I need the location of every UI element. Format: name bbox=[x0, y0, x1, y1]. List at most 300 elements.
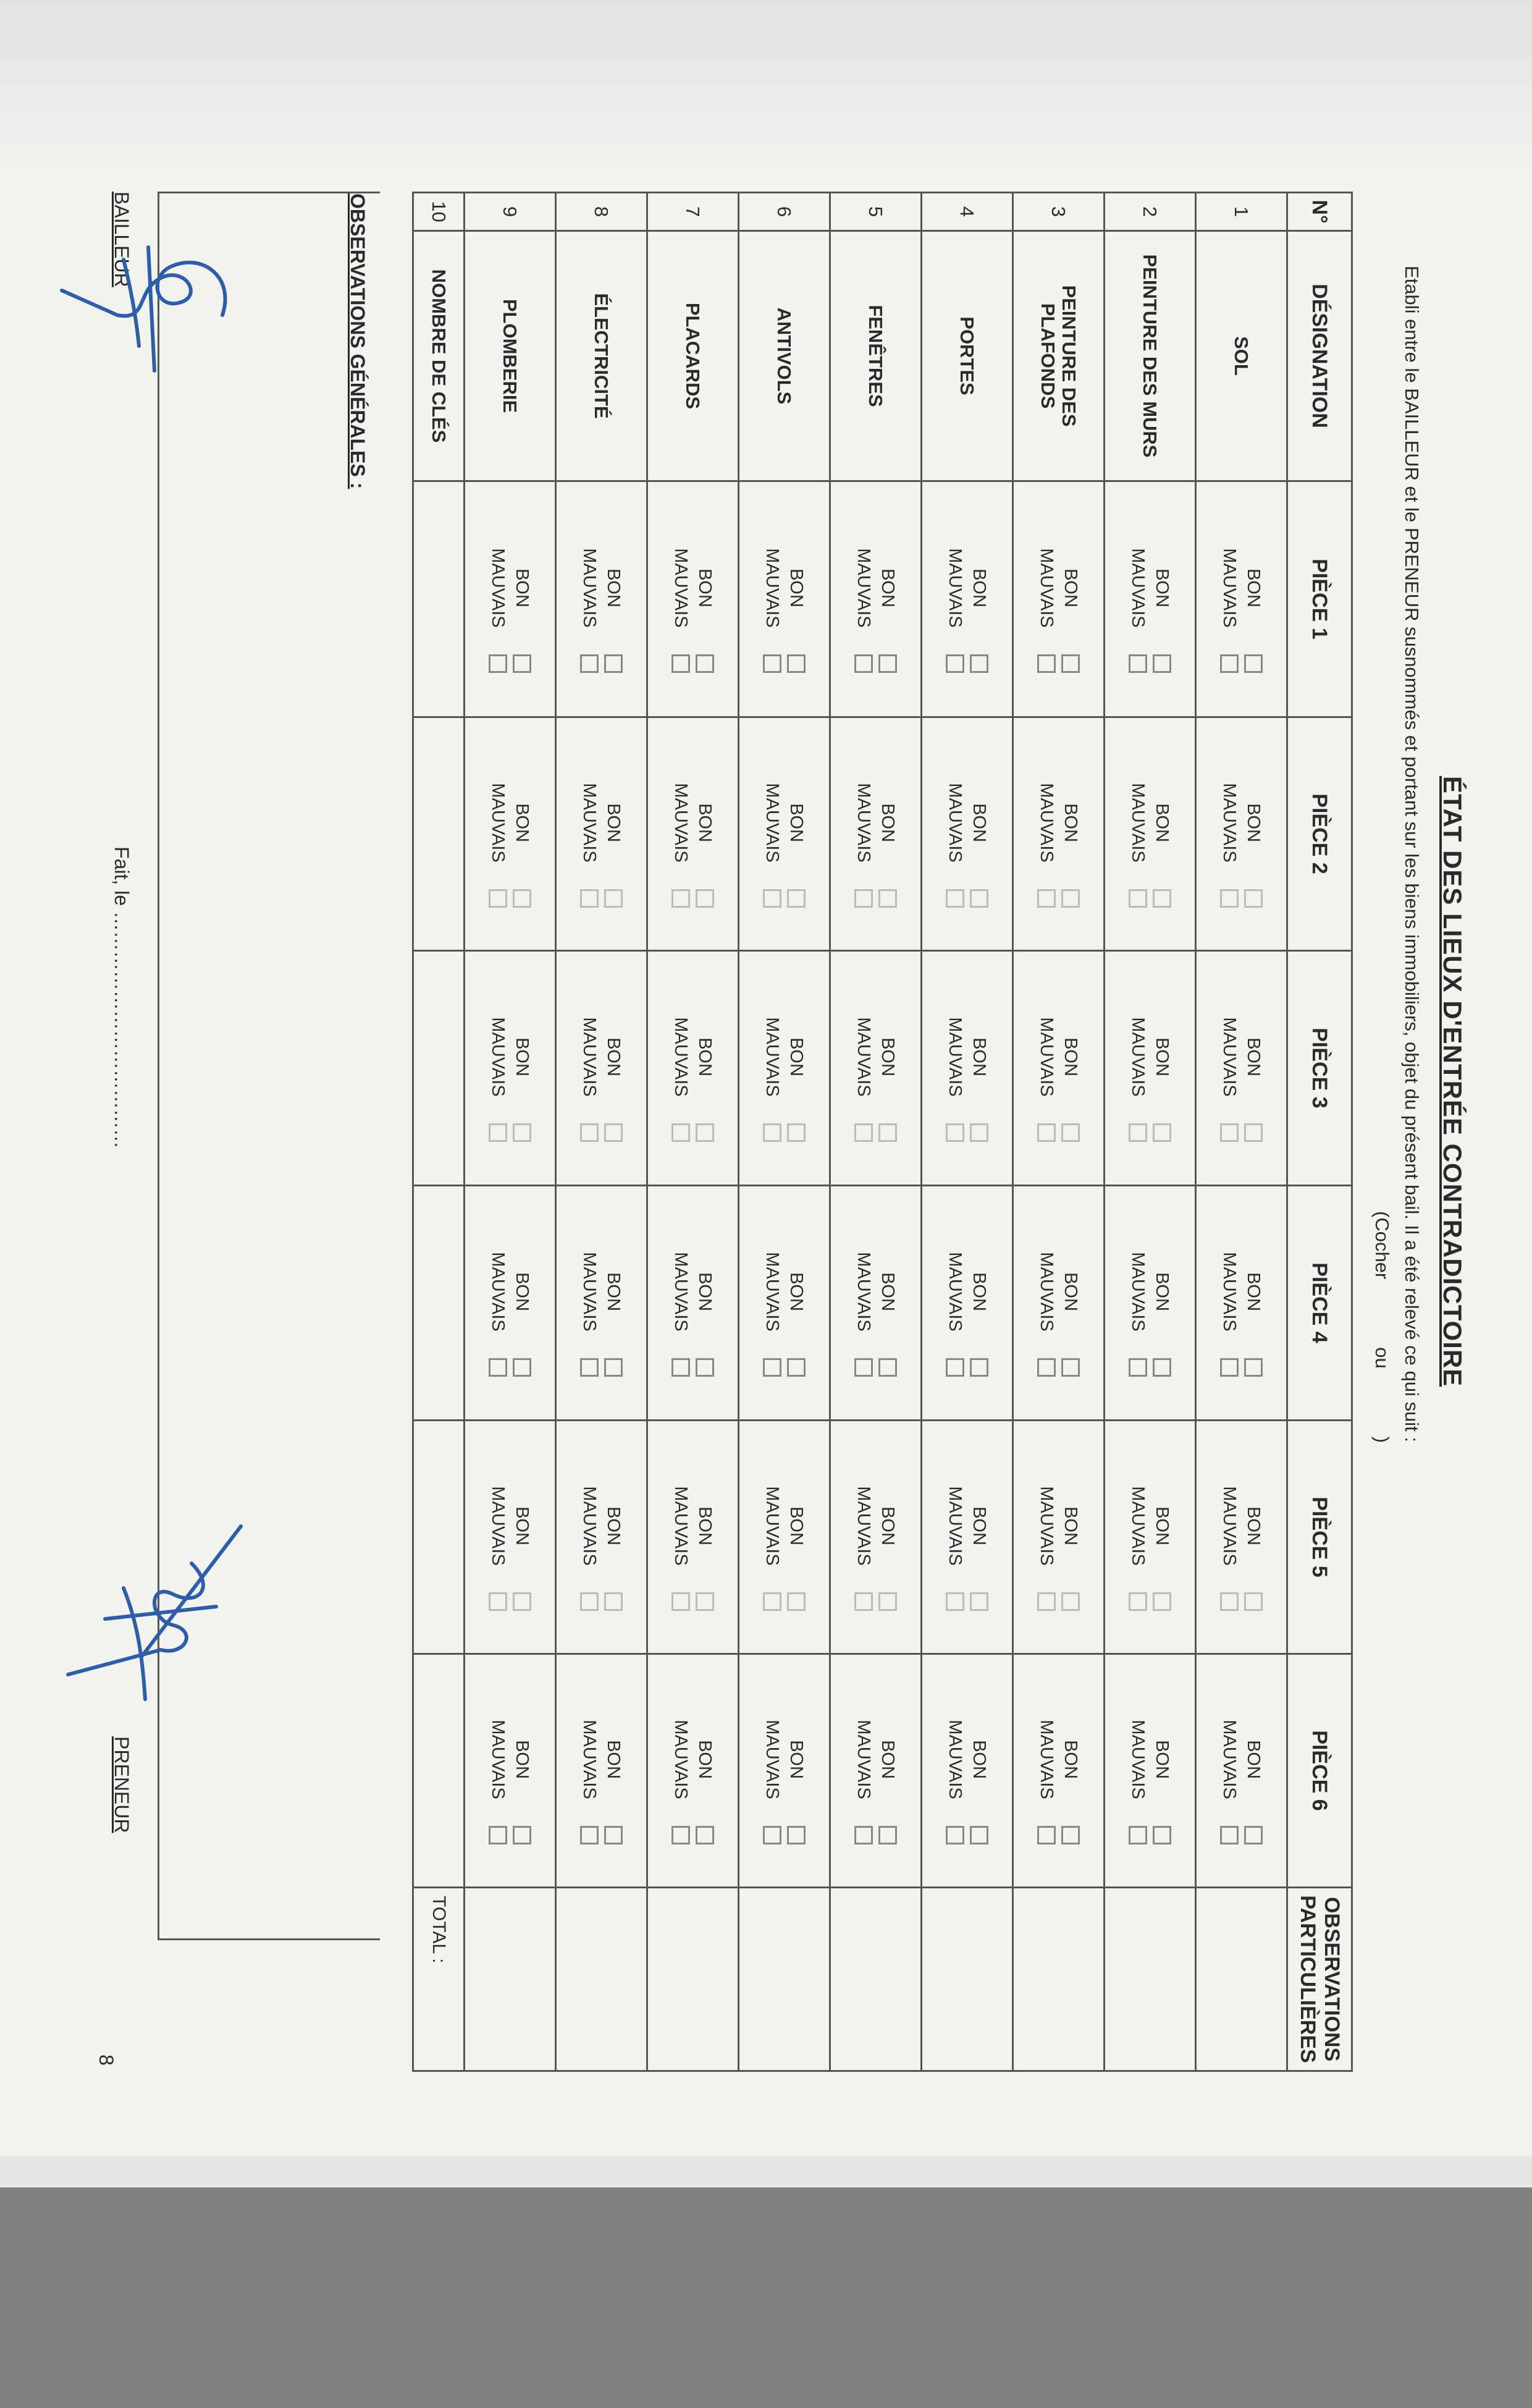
checkbox-mauvais[interactable] bbox=[854, 1826, 873, 1844]
row-number: 3 bbox=[1013, 193, 1105, 231]
checkbox-bon[interactable] bbox=[513, 654, 531, 673]
checkbox-mauvais[interactable] bbox=[946, 654, 964, 673]
option-mauvais-label: MAUVAIS bbox=[762, 1486, 783, 1566]
checkbox-bon[interactable] bbox=[1153, 1358, 1171, 1377]
option-bon bbox=[1244, 991, 1264, 1146]
checkbox-mauvais[interactable] bbox=[671, 1592, 690, 1611]
checkbox-mauvais[interactable] bbox=[1037, 1123, 1056, 1142]
total-label: TOTAL : bbox=[429, 1896, 449, 1964]
option-bon bbox=[786, 1694, 807, 1848]
option-bon bbox=[878, 522, 898, 677]
checkbox-bon[interactable] bbox=[970, 1592, 988, 1611]
option-mauvais bbox=[488, 1460, 508, 1615]
option-mauvais-label: MAUVAIS bbox=[579, 1017, 600, 1097]
piece-options bbox=[1014, 718, 1103, 950]
checkbox-bon[interactable] bbox=[1244, 654, 1263, 673]
keys-count-cell[interactable] bbox=[413, 717, 465, 951]
piece-cell bbox=[556, 1654, 647, 1888]
option-mauvais bbox=[762, 757, 783, 911]
option-mauvais bbox=[854, 757, 874, 911]
piece-cell bbox=[465, 1421, 556, 1654]
checkbox-bon[interactable] bbox=[787, 1826, 806, 1844]
keys-count-cell[interactable] bbox=[413, 481, 465, 717]
checkbox-mauvais[interactable] bbox=[763, 1826, 781, 1844]
checkbox-mauvais[interactable] bbox=[946, 1358, 964, 1377]
checkbox-bon[interactable] bbox=[696, 1592, 714, 1611]
option-mauvais bbox=[579, 1226, 600, 1380]
option-mauvais-label: MAUVAIS bbox=[488, 1017, 508, 1097]
option-mauvais-label: MAUVAIS bbox=[945, 1486, 966, 1566]
checkbox-mauvais[interactable] bbox=[854, 1592, 873, 1611]
option-bon-label: BON bbox=[604, 803, 624, 842]
checkbox-mauvais[interactable] bbox=[854, 654, 873, 673]
option-mauvais bbox=[945, 991, 966, 1146]
option-bon bbox=[695, 991, 715, 1146]
page-number: 8 bbox=[95, 2055, 117, 2066]
piece-cell bbox=[556, 951, 647, 1186]
checkbox-bon[interactable] bbox=[1153, 1826, 1171, 1844]
checkbox-mauvais[interactable] bbox=[580, 1592, 599, 1611]
piece-cell bbox=[556, 481, 647, 717]
option-mauvais bbox=[945, 1460, 966, 1615]
option-bon bbox=[604, 757, 624, 911]
option-bon bbox=[1061, 991, 1081, 1146]
piece-options bbox=[1014, 1421, 1103, 1653]
option-bon bbox=[695, 1226, 715, 1380]
piece-options bbox=[1105, 1421, 1195, 1653]
option-mauvais-label: MAUVAIS bbox=[488, 783, 508, 863]
option-bon bbox=[1061, 522, 1081, 677]
checkbox-mauvais[interactable] bbox=[489, 1123, 507, 1142]
header-num: N° bbox=[1287, 193, 1352, 231]
checkbox-bon[interactable] bbox=[878, 1358, 897, 1377]
piece-cell bbox=[739, 717, 830, 951]
option-mauvais bbox=[579, 1460, 600, 1615]
option-bon-label: BON bbox=[695, 1037, 715, 1076]
option-bon bbox=[1244, 1226, 1264, 1380]
option-bon bbox=[969, 1460, 990, 1615]
option-bon bbox=[1152, 522, 1172, 677]
checkbox-bon[interactable] bbox=[1061, 654, 1080, 673]
observation-cell[interactable] bbox=[830, 1888, 922, 2071]
table-header-row bbox=[1287, 193, 1352, 2071]
option-bon-label: BON bbox=[786, 1037, 807, 1076]
checkbox-mauvais[interactable] bbox=[580, 889, 599, 908]
observation-cell[interactable] bbox=[739, 1888, 830, 2071]
row-number: 5 bbox=[830, 193, 922, 231]
checkbox-bon[interactable] bbox=[787, 1358, 806, 1377]
checkbox-mauvais[interactable] bbox=[1129, 1358, 1147, 1377]
option-mauvais-label: MAUVAIS bbox=[762, 1252, 783, 1332]
row-designation: PORTES bbox=[922, 231, 1013, 481]
piece-cell bbox=[465, 951, 556, 1186]
piece-options bbox=[1197, 1421, 1286, 1653]
checkbox-mauvais[interactable] bbox=[1037, 1592, 1056, 1611]
option-bon-label: BON bbox=[695, 568, 715, 607]
option-mauvais-label: MAUVAIS bbox=[579, 1486, 600, 1566]
option-bon bbox=[604, 1460, 624, 1615]
option-mauvais bbox=[854, 991, 874, 1146]
option-mauvais bbox=[945, 1226, 966, 1380]
option-mauvais-label: MAUVAIS bbox=[1219, 1017, 1240, 1097]
option-mauvais bbox=[1037, 522, 1057, 677]
checkbox-bon[interactable] bbox=[1153, 889, 1171, 908]
checkbox-bon[interactable] bbox=[878, 654, 897, 673]
checkbox-mauvais[interactable] bbox=[1037, 654, 1056, 673]
option-mauvais bbox=[488, 1226, 508, 1380]
piece-cell bbox=[1013, 481, 1105, 717]
inspection-table bbox=[412, 192, 1353, 2072]
option-mauvais bbox=[1219, 522, 1240, 677]
option-bon-label: BON bbox=[1152, 803, 1172, 842]
checkbox-mauvais[interactable] bbox=[854, 1358, 873, 1377]
option-bon-label: BON bbox=[878, 1740, 898, 1779]
rotated-form bbox=[49, 0, 1532, 2163]
piece-cell bbox=[647, 1421, 739, 1654]
checkbox-bon[interactable] bbox=[604, 1592, 623, 1611]
keys-count-cell[interactable] bbox=[413, 1186, 465, 1421]
checkbox-bon[interactable] bbox=[1244, 1826, 1263, 1844]
piece-options bbox=[1105, 1186, 1195, 1419]
option-bon bbox=[969, 1694, 990, 1848]
piece-cell bbox=[830, 1654, 922, 1888]
piece-options bbox=[831, 952, 920, 1185]
option-mauvais-label: MAUVAIS bbox=[1128, 1252, 1148, 1332]
checkbox-bon[interactable] bbox=[970, 1826, 988, 1844]
option-mauvais bbox=[1219, 1460, 1240, 1615]
checkbox-bon[interactable] bbox=[878, 889, 897, 908]
option-bon-label: BON bbox=[604, 1037, 624, 1076]
total-cell[interactable] bbox=[413, 1888, 465, 2071]
piece-cell bbox=[1105, 1654, 1196, 1888]
option-bon-label: BON bbox=[1244, 1740, 1264, 1779]
checkbox-bon[interactable] bbox=[970, 654, 988, 673]
checkbox-mauvais[interactable] bbox=[1220, 889, 1239, 908]
piece-cell bbox=[922, 481, 1013, 717]
checkbox-bon[interactable] bbox=[787, 1123, 806, 1142]
piece-options bbox=[648, 482, 738, 716]
piece-cell bbox=[1105, 951, 1196, 1186]
option-bon-label: BON bbox=[1244, 1037, 1264, 1076]
piece-options bbox=[1197, 718, 1286, 950]
table-row bbox=[1013, 193, 1105, 2071]
checkbox-mauvais[interactable] bbox=[946, 1123, 964, 1142]
checkbox-bon[interactable] bbox=[878, 1826, 897, 1844]
checkbox-mauvais[interactable] bbox=[671, 1358, 690, 1377]
checkbox-mauvais[interactable] bbox=[671, 654, 690, 673]
piece-cell bbox=[556, 717, 647, 951]
option-mauvais-label: MAUVAIS bbox=[579, 1252, 600, 1332]
option-mauvais-label: MAUVAIS bbox=[1128, 1017, 1148, 1097]
option-mauvais-label: MAUVAIS bbox=[762, 1017, 783, 1097]
piece-options bbox=[922, 718, 1012, 950]
piece-cell bbox=[465, 717, 556, 951]
option-bon-label: BON bbox=[969, 1037, 990, 1076]
option-mauvais bbox=[671, 757, 691, 911]
option-mauvais-label: MAUVAIS bbox=[488, 1252, 508, 1332]
header-piece-6: PIÈCE 6 bbox=[1287, 1654, 1352, 1888]
piece-options bbox=[831, 718, 920, 950]
checkbox-bon[interactable] bbox=[1061, 1826, 1080, 1844]
option-bon bbox=[969, 991, 990, 1146]
option-bon bbox=[512, 991, 532, 1146]
option-mauvais bbox=[945, 757, 966, 911]
checkbox-mauvais[interactable] bbox=[763, 1123, 781, 1142]
checkbox-mauvais[interactable] bbox=[1129, 654, 1147, 673]
checkbox-bon[interactable] bbox=[1244, 1358, 1263, 1377]
option-bon bbox=[695, 1460, 715, 1615]
checkbox-bon[interactable] bbox=[1244, 1592, 1263, 1611]
checkbox-bon[interactable] bbox=[696, 1826, 714, 1844]
checkbox-mauvais[interactable] bbox=[1220, 1592, 1239, 1611]
checkbox-bon[interactable] bbox=[513, 889, 531, 908]
checkbox-mauvais[interactable] bbox=[854, 1123, 873, 1142]
observation-cell[interactable] bbox=[1105, 1888, 1196, 2071]
option-bon bbox=[604, 522, 624, 677]
checkbox-mauvais[interactable] bbox=[580, 1123, 599, 1142]
checkbox-bon[interactable] bbox=[1244, 1123, 1263, 1142]
option-mauvais bbox=[1128, 522, 1148, 677]
table-row bbox=[647, 193, 739, 2071]
option-mauvais-label: MAUVAIS bbox=[671, 783, 691, 863]
option-bon-label: BON bbox=[1244, 1506, 1264, 1545]
piece-cell bbox=[830, 1421, 922, 1654]
option-bon bbox=[1061, 1226, 1081, 1380]
checkbox-mauvais[interactable] bbox=[1037, 889, 1056, 908]
piece-options bbox=[1014, 1655, 1103, 1886]
checkbox-mauvais[interactable] bbox=[1129, 1826, 1147, 1844]
option-mauvais-label: MAUVAIS bbox=[945, 1017, 966, 1097]
piece-options bbox=[465, 718, 555, 950]
checkbox-bon[interactable] bbox=[604, 1123, 623, 1142]
option-mauvais-label: MAUVAIS bbox=[945, 1252, 966, 1332]
checkbox-bon[interactable] bbox=[1061, 1592, 1080, 1611]
checkbox-mauvais[interactable] bbox=[1220, 1826, 1239, 1844]
option-mauvais-label: MAUVAIS bbox=[488, 1486, 508, 1566]
option-mauvais-label: MAUVAIS bbox=[1219, 1486, 1240, 1566]
checkbox-mauvais[interactable] bbox=[1220, 654, 1239, 673]
table-row bbox=[1105, 193, 1196, 2071]
option-bon bbox=[695, 757, 715, 911]
option-bon-label: BON bbox=[1244, 803, 1264, 842]
checkbox-bon[interactable] bbox=[696, 889, 714, 908]
observation-cell[interactable] bbox=[922, 1888, 1013, 2071]
piece-options bbox=[465, 482, 555, 716]
preneur-signature-icon bbox=[62, 1514, 266, 1718]
observation-cell[interactable] bbox=[465, 1888, 556, 2071]
option-bon-label: BON bbox=[512, 1037, 532, 1076]
instruction-mid: ou bbox=[1371, 1347, 1393, 1369]
option-mauvais-label: MAUVAIS bbox=[579, 548, 600, 628]
piece-cell bbox=[647, 1186, 739, 1421]
piece-options bbox=[739, 1186, 829, 1419]
instruction-prefix: (Cocher bbox=[1371, 1211, 1393, 1280]
option-mauvais-label: MAUVAIS bbox=[1219, 1252, 1240, 1332]
checkbox-mauvais[interactable] bbox=[854, 889, 873, 908]
checkbox-mauvais[interactable] bbox=[1129, 1123, 1147, 1142]
keys-count-cell[interactable] bbox=[413, 951, 465, 1186]
piece-cell bbox=[647, 717, 739, 951]
checkbox-mauvais[interactable] bbox=[1037, 1358, 1056, 1377]
option-mauvais bbox=[854, 1226, 874, 1380]
piece-cell bbox=[1105, 1186, 1196, 1421]
header-observations: OBSERVATIONS PARTICULIÈRES bbox=[1287, 1888, 1352, 2071]
option-bon-label: BON bbox=[1152, 568, 1172, 607]
option-bon bbox=[1152, 1226, 1172, 1380]
option-mauvais bbox=[579, 1694, 600, 1848]
option-bon-label: BON bbox=[695, 1740, 715, 1779]
checkbox-bon[interactable] bbox=[1061, 1123, 1080, 1142]
option-mauvais-label: MAUVAIS bbox=[1037, 1720, 1057, 1799]
option-bon bbox=[1244, 522, 1264, 677]
checkbox-mauvais[interactable] bbox=[763, 654, 781, 673]
checkbox-bon[interactable] bbox=[604, 889, 623, 908]
observation-cell[interactable] bbox=[1013, 1888, 1105, 2071]
observation-cell[interactable] bbox=[556, 1888, 647, 2071]
checkbox-bon[interactable] bbox=[1153, 654, 1171, 673]
checkbox-mauvais[interactable] bbox=[489, 654, 507, 673]
piece-cell bbox=[1013, 1186, 1105, 1421]
row-number: 1 bbox=[1196, 193, 1287, 231]
checkbox-mauvais[interactable] bbox=[671, 1123, 690, 1142]
option-bon bbox=[786, 757, 807, 911]
checkbox-bon[interactable] bbox=[878, 1592, 897, 1611]
checkbox-bon[interactable] bbox=[513, 1358, 531, 1377]
checkbox-bon[interactable] bbox=[604, 654, 623, 673]
piece-cell bbox=[1196, 951, 1287, 1186]
option-bon bbox=[512, 1226, 532, 1380]
piece-cell bbox=[1196, 1654, 1287, 1888]
piece-options bbox=[557, 1421, 646, 1653]
option-mauvais-label: MAUVAIS bbox=[854, 783, 874, 863]
checkbox-mauvais[interactable] bbox=[489, 889, 507, 908]
checkbox-bon[interactable] bbox=[604, 1358, 623, 1377]
checkbox-mauvais[interactable] bbox=[489, 1826, 507, 1844]
piece-options bbox=[739, 718, 829, 950]
checkbox-mauvais[interactable] bbox=[763, 889, 781, 908]
checkbox-bon[interactable] bbox=[604, 1826, 623, 1844]
checkbox-mauvais[interactable] bbox=[946, 889, 964, 908]
option-bon-label: BON bbox=[1152, 1506, 1172, 1545]
option-mauvais-label: MAUVAIS bbox=[1219, 548, 1240, 628]
piece-options bbox=[557, 718, 646, 950]
preneur-label: PRENEUR bbox=[111, 1736, 133, 1833]
checkbox-bon[interactable] bbox=[513, 1826, 531, 1844]
piece-cell bbox=[922, 951, 1013, 1186]
piece-options bbox=[922, 482, 1012, 716]
checkbox-bon[interactable] bbox=[970, 889, 988, 908]
observation-cell[interactable] bbox=[1196, 1888, 1287, 2071]
option-mauvais-label: MAUVAIS bbox=[1128, 1720, 1148, 1799]
table-row bbox=[1196, 193, 1287, 2071]
checkbox-mauvais[interactable] bbox=[1220, 1358, 1239, 1377]
checkbox-bon[interactable] bbox=[970, 1358, 988, 1377]
piece-cell bbox=[556, 1421, 647, 1654]
piece-cell bbox=[1013, 1421, 1105, 1654]
checkbox-mauvais[interactable] bbox=[1037, 1826, 1056, 1844]
option-bon-label: BON bbox=[604, 1506, 624, 1545]
option-bon-label: BON bbox=[1061, 1740, 1081, 1779]
checkbox-mauvais[interactable] bbox=[580, 1358, 599, 1377]
keys-count-cell[interactable] bbox=[413, 1654, 465, 1888]
option-mauvais bbox=[1219, 757, 1240, 911]
checkbox-mauvais[interactable] bbox=[1220, 1123, 1239, 1142]
keys-count-cell[interactable] bbox=[413, 1421, 465, 1654]
header-piece-2: PIÈCE 2 bbox=[1287, 717, 1352, 951]
checkbox-bon[interactable] bbox=[787, 1592, 806, 1611]
checkbox-mauvais[interactable] bbox=[580, 1826, 599, 1844]
piece-options bbox=[557, 952, 646, 1185]
option-bon-label: BON bbox=[786, 1740, 807, 1779]
checkbox-bon[interactable] bbox=[1061, 1358, 1080, 1377]
checkbox-bon[interactable] bbox=[970, 1123, 988, 1142]
option-bon-label: BON bbox=[604, 1272, 624, 1311]
checkbox-mauvais[interactable] bbox=[1129, 1592, 1147, 1611]
piece-options bbox=[465, 952, 555, 1185]
option-mauvais-label: MAUVAIS bbox=[671, 1720, 691, 1799]
option-bon bbox=[1061, 757, 1081, 911]
piece-cell bbox=[922, 1186, 1013, 1421]
checkbox-bon[interactable] bbox=[1244, 889, 1263, 908]
checkbox-mauvais[interactable] bbox=[580, 654, 599, 673]
checkbox-bon[interactable] bbox=[696, 1358, 714, 1377]
piece-cell bbox=[739, 481, 830, 717]
checkbox-mauvais[interactable] bbox=[946, 1826, 964, 1844]
piece-cell bbox=[922, 1421, 1013, 1654]
option-mauvais-label: MAUVAIS bbox=[1219, 783, 1240, 863]
checkbox-mauvais[interactable] bbox=[489, 1358, 507, 1377]
option-bon-label: BON bbox=[512, 1506, 532, 1545]
checkbox-mauvais[interactable] bbox=[946, 1592, 964, 1611]
checkbox-bon[interactable] bbox=[696, 654, 714, 673]
checkbox-bon[interactable] bbox=[696, 1123, 714, 1142]
row-designation: ANTIVOLS bbox=[739, 231, 830, 481]
piece-cell bbox=[739, 1654, 830, 1888]
observation-cell[interactable] bbox=[647, 1888, 739, 2071]
bailleur-label: BAILLEUR bbox=[111, 192, 133, 287]
piece-cell bbox=[830, 1186, 922, 1421]
option-mauvais bbox=[762, 1226, 783, 1380]
checkbox-bon[interactable] bbox=[787, 889, 806, 908]
option-mauvais-label: MAUVAIS bbox=[945, 548, 966, 628]
checkbox-bon[interactable] bbox=[1153, 1123, 1171, 1142]
piece-options bbox=[557, 1655, 646, 1886]
option-mauvais bbox=[1128, 1460, 1148, 1615]
checkbox-bon[interactable] bbox=[513, 1592, 531, 1611]
piece-cell bbox=[465, 481, 556, 717]
option-bon-label: BON bbox=[878, 1506, 898, 1545]
option-bon bbox=[512, 522, 532, 677]
checkbox-bon[interactable] bbox=[787, 654, 806, 673]
option-bon bbox=[604, 1226, 624, 1380]
checkbox-bon[interactable] bbox=[513, 1123, 531, 1142]
checkbox-mauvais[interactable] bbox=[489, 1592, 507, 1611]
checkbox-bon[interactable] bbox=[1153, 1592, 1171, 1611]
checkbox-mauvais[interactable] bbox=[763, 1592, 781, 1611]
option-mauvais-label: MAUVAIS bbox=[488, 1720, 508, 1799]
checkbox-bon[interactable] bbox=[878, 1123, 897, 1142]
checkbox-mauvais[interactable] bbox=[671, 889, 690, 908]
option-mauvais bbox=[762, 991, 783, 1146]
checkbox-bon[interactable] bbox=[1061, 889, 1080, 908]
option-mauvais bbox=[945, 1694, 966, 1848]
checkbox-mauvais[interactable] bbox=[763, 1358, 781, 1377]
piece-options bbox=[1105, 482, 1195, 716]
checkbox-mauvais[interactable] bbox=[1129, 889, 1147, 908]
piece-cell bbox=[647, 1654, 739, 1888]
checkbox-mauvais[interactable] bbox=[671, 1826, 690, 1844]
option-mauvais bbox=[1128, 757, 1148, 911]
